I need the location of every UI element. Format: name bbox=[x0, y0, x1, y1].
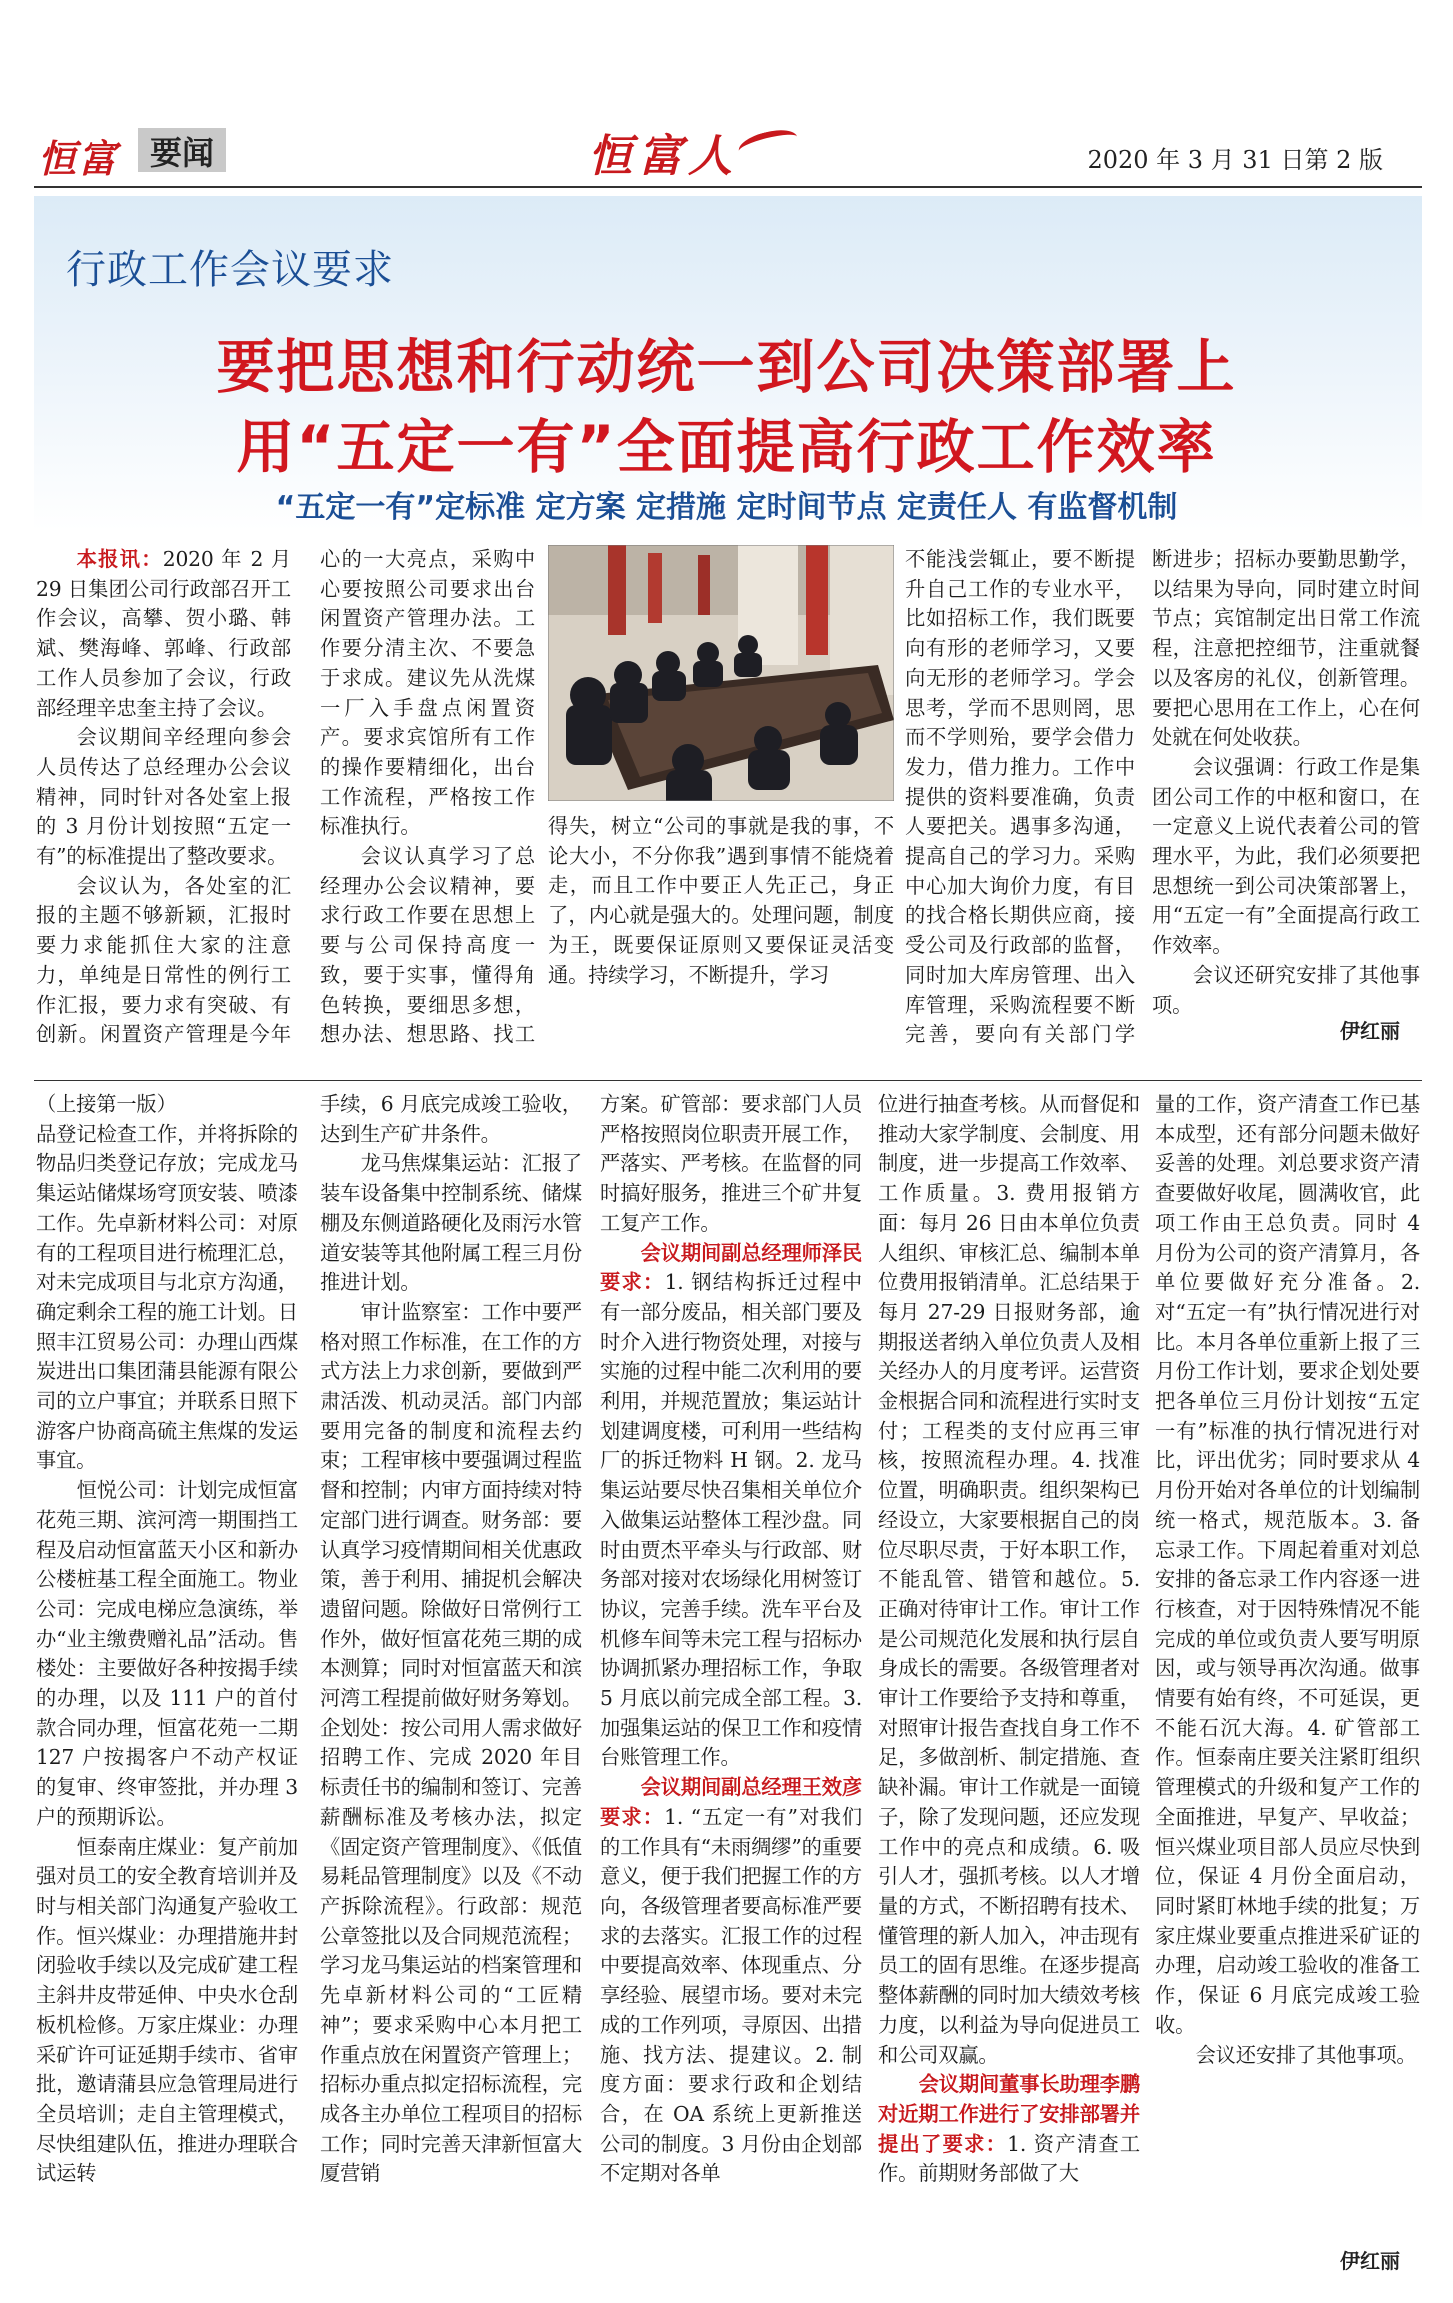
article1-c5-p2: 会议强调：行政工作是集团公司工作的中枢和窗口，在一定意义上说代表着公司的管理水平，为此，我们必须要把思想统一到公司决策部署上，用“五定一有”全面提高行政工作效率。 bbox=[1152, 754, 1420, 958]
article1-column-5 bbox=[1152, 545, 1420, 1015]
article1-c1-p2: 会议期间辛经理向参会人员传达了总经理办公会议精神，同时针对各处室上报的 3 月份计划按照“五定一有”的标准提出了整改要求。 bbox=[36, 725, 291, 869]
article1-dateline: 本报讯： bbox=[76, 547, 163, 571]
article2-c3-p2 bbox=[600, 1239, 862, 1774]
article1-c5-p3: 会议还研究安排了其他事项。 bbox=[1152, 962, 1420, 1015]
masthead-rule bbox=[34, 186, 1422, 188]
article2-c2-p2: 龙马焦煤集运站：汇报了装车设备集中控制系统、储煤棚及东侧道路硬化及雨污水管道安装等其他附属工程三月份推进计划。 bbox=[320, 1151, 582, 1295]
article1-subheadline: “五定一有”定标准 定方案 定措施 定时间节点 定责任人 有监督机制 bbox=[275, 490, 1178, 525]
article1-c1-p1 bbox=[36, 545, 291, 723]
section-divider bbox=[34, 1080, 1422, 1081]
article1-c1-p3: 会议认为，各处室的汇报的主题不够新颖，汇报时要力求能抓住大家的注意力，单纯是日常性的例行工作汇报，要力求有突破、有创新。闲置资产管理是今年 bbox=[36, 873, 291, 1047]
article2-c3-p3 bbox=[600, 1773, 862, 2189]
article1-c5-p1: 断进步；招标办要勤思勤学，以结果为导向，同时建立时间节点；宾馆制定出日常工作流程，注意把控细节，注重就餐以及客房的礼仪，创新管理。要把心思用在工作上，心在何处就在何处收获。 bbox=[1152, 547, 1420, 750]
article2-c5-p1: 量的工作，资产清查工作已基本成型，还有部分问题未做好妥善的处理。刘总要求资产清查要做好收尾，圆满收官，此项工作由王总负责。同时 4 月份为公司的资产清算月，各单位要做好充分准备。2. 对“五定一有”执行情况进行对比。本月各单位重新上报了三月份工作计划，要求企划处要把各单位三月份计划按“五定一有”标准的执行情况进行对比，评出优劣；同时要求从 4 月份开始对各单位的计划编制统一格式，规范版本。3. 备忘录工作。下周起着重对刘总安排的备忘录工作内容逐一进行核查，对于因特殊情况不能完成的单位或负责人要写明原因，或与领导再次沟通。做事情要有始有终，不可延误，更不能石沉大海。4. 矿管部工作。恒泰南庄要关注紧盯组织管理模式的升级和复产工作的全面推进，早复产、早收益；恒兴煤业项目部人员应尽快到位，保证 4 月份全面启动，同时紧盯林地手续的批复；万家庄煤业要重点推进采矿证的办理，启动竣工验收的准备工作，保证 6 月底完成竣工验收。 bbox=[1155, 1092, 1420, 2037]
article1-headline-line2: 用“五定一有”全面提高行政工作效率 bbox=[236, 413, 1217, 481]
article1-column-3 bbox=[548, 812, 894, 1047]
article2-author: 伊红丽 bbox=[1340, 2249, 1400, 2273]
article2-c4-p2 bbox=[878, 2070, 1140, 2189]
article2-c2-p3: 审计监察室：工作中要严格对照工作标准，在工作的方式方法上力求创新，要做到严肃活泼、机动灵活。部门内部要用完备的制度和流程去约束；工程审核中要强调过程监督和控制；内审方面持续对特定部门进行调查。财务部：要认真学习疫情期间相关优惠政策，善于利用、捕捉机会解决遗留问题。除做好日常例行工作外，做好恒富花苑三期的成本测算；同时对恒富蓝天和滨河湾工程提前做好财务筹划。企划处：按公司用人需求做好招聘工作、完成 2020 年目标责任书的编制和签订、完善薪酬标准及考核办法，拟定《固定资产管理制度》、《低值易耗品管理制度》以及《不动产拆除流程》。行政部：规范公章签批以及合同规范流程；学习龙马集运站的档案管理和先卓新材料公司的“工匠精神”；要求采购中心本月把工作重点放在闲置资产管理上；招标办重点拟定招标流程，完成各主办单位工程项目的招标工作；同时完善天津新恒富大厦营销 bbox=[320, 1299, 582, 2186]
masthead-logo bbox=[588, 120, 738, 184]
article2-column-1 bbox=[36, 1090, 298, 2275]
article2-c3-p1: 方案。矿管部：要求部门人员严格按照岗位职责开展工作，严落实、严考核。在监督的同时搞好服务，推进三个矿井复工复产工作。 bbox=[600, 1092, 862, 1235]
meeting-photo-image bbox=[548, 545, 894, 801]
masthead-logo-small: 恒富 bbox=[38, 136, 119, 181]
article2-c3-subhead-1: 会议期间副总经理师泽民要求： bbox=[600, 1240, 862, 1295]
article1-c2-p1: 心的一大亮点，采购中心要按照公司要求出台闲置资产管理办法。工作要分清主次、不要急于求成。建议先从洗煤一厂入手盘点闲置资产。要求宾馆所有工作的操作要精细化，出台工作流程，严格按工作标准执行。 bbox=[320, 547, 535, 839]
article2-continued-label: （上接第一版） bbox=[36, 1092, 177, 1116]
article1-kicker: 行政工作会议要求 bbox=[66, 247, 394, 293]
issue-date: 2020 年 3 月 31 日第 2 版 bbox=[1087, 146, 1383, 174]
article2-column-2 bbox=[320, 1090, 582, 2275]
article2-c1-p2: 恒悦公司：计划完成恒富花苑三期、滨河湾一期围挡工程及启动恒富蓝天小区和新办公楼桩基工程全面施工。物业公司：完成电梯应急演练，举办“业主缴费赠礼品”活动。售楼处：主要做好各种按揭手续的办理，以及 111 户的首付款合同办理，恒富花苑一二期 127 户按揭客户不动产权证的复审、终审签批，并办理 3 户的预期诉讼。 bbox=[36, 1478, 298, 1829]
article2-column-3 bbox=[600, 1090, 862, 2275]
article2-c3-p2-text: 1. 钢结构拆迁过程中有一部分废品，相关部门要及时介入进行物资处理，对接与实施的过程中能二次利用的要利用，并规范置放；集运站计划建调度楼，可利用一些结构厂的拆迁物料 H 钢。2. 龙马集运站要尽快召集相关单位介入做集运站整体工程沙盘。同时由贾杰平牵头与行政部、财务部对接对农场绿化用树签订协议，完善手续。洗车平台及机修车间等未完工程与招标办协调抓紧办理招标工作，争取 5 月底以前完成全部工程。3. 加强集运站的保卫工作和疫情台账管理工作。 bbox=[600, 1270, 862, 1770]
article1-c4-p1: 不能浅尝辄止，要不断提升自己工作的专业水平，比如招标工作，我们既要向有形的老师学习，又要向无形的老师学习。学会思考，学而不思则罔，思而不学则殆，要学会借力发力，借力推力。工作中提供的资料要准确，负责人要把关。遇事多沟通，提高自己的学习力。采购中心加大询价力度，有目的找合格长期供应商，接受公司及行政部的监督，同时加大库房管理、出入库管理，采购流程要不断完善，要向有关部门学 bbox=[905, 547, 1135, 1047]
article2-c1-p3: 恒泰南庄煤业：复产前加强对员工的安全教育培训并及时与相关部门沟通复产验收工作。恒兴煤业：办理措施井封闭验收手续以及完成矿建工程主斜井皮带延伸、中央水仓刮板机检修。万家庄煤业：办理采矿许可证延期手续市、省审批，邀请蒲县应急管理局进行全员培训；走自主管理模式，尽快组建队伍，推进办理联合试运转 bbox=[36, 1834, 298, 2186]
article1-author: 伊红丽 bbox=[1340, 1019, 1400, 1043]
article1-c1-p1-text: 2020 年 2 月 29 日集团公司行政部召开工作会议，高攀、贺小璐、韩斌、樊海峰、郭峰、行政部工作人员参加了会议，行政部经理辛忠奎主持了会议。 bbox=[36, 547, 291, 720]
article2-c4-p1: 位进行抽查考核。从而督促和推动大家学制度、会制度、用制度，进一步提高工作效率、工作质量。3. 费用报销方面：每月 26 日由本单位负责人组织、审核汇总、编制本单位费用报销清单。汇总结果于每月 27-29 日报财务部，逾期报送者纳入单位负责人及相关经办人的月度考评。运营资金根据合同和流程进行实时支付；工程类的支付应再三审核，按照流程办理。4. 找准位置，明确职责。组织架构已经设立，大家要根据自己的岗位尽职尽责，于好本职工作，不能乱管、错管和越位。5. 正确对待审计工作。审计工作是公司规范化发展和执行层自身成长的需要。各级管理者对审计工作要给予支持和尊重，对照审计报告查找自身工作不足，多做剖析、制定措施、查缺补漏。审计工作就是一面镜子，除了发现问题，还应发现工作中的亮点和成绩。6. 吸引人才，强抓考核。以人才增量的方式，不断招聘有技术、懂管理的新人加入，冲击现有员工的固有思维。在逐步提高整体薪酬的同时加大绩效考核力度，以利益为导向促进员工和公司双赢。 bbox=[878, 1092, 1140, 2067]
meeting-photo bbox=[548, 545, 894, 801]
article2-c5-p2: 会议还安排了其他事项。 bbox=[1195, 2042, 1417, 2067]
article1-column-1 bbox=[36, 545, 291, 1047]
masthead bbox=[0, 0, 1453, 195]
article2-column-4 bbox=[878, 1090, 1140, 2275]
article1-c2-p2: 会议认真学习了总经理办公会议精神，要求行政工作要在思想上要与公司保持高度一致，要于实事，懂得角色转换，要细思多想，想办法、想思路、找工 bbox=[320, 844, 535, 1047]
article2-c1-p1: 品登记检查工作，并将拆除的物品归类登记存放；完成龙马集运站储煤场穹顶安装、喷漆工作。先卓新材料公司：对原有的工程项目进行梳理汇总，对未完成项目与北京方沟通，确定剩余工程的施工计划。日照丰江贸易公司：办理山西煤炭进出口集团蒲县能源有限公司的立户事宜；并联系日照下游客户协商高硫主焦煤的发运事宜。 bbox=[36, 1121, 298, 1473]
article2-c2-p1: 手续，6 月底完成竣工验收，达到生产矿井条件。 bbox=[320, 1092, 582, 1146]
article2-c4-p2-text: 1. 资产清查工作。前期财务部做了大 bbox=[878, 2131, 1140, 2186]
article2-c3-p3-text: 1. “五定一有”对我们的工作具有“未雨绸缪”的重要意义，便于我们把握工作的方向，各级管理者要高标准严要求的去落实。汇报工作的过程中要提高效率、体现重点、分享经验、展望市场。要对未完成的工作列项，寻原因、出措施、找方法、提建议。2. 制度方面：要求行政和企划结合，在 OA 系统上更新推送公司的制度。3 月份由企划部不定期对各单 bbox=[600, 1804, 862, 2186]
logo-swash-icon bbox=[736, 125, 800, 163]
article2-c4-subhead-1: 会议期间董事长助理李鹏对近期工作进行了安排部署并提出了要求： bbox=[878, 2072, 1140, 2156]
article1-headline-line1: 要把思想和行动统一到公司决策部署上 bbox=[216, 333, 1237, 401]
article2-c3-subhead-2: 会议期间副总经理王效彦要求： bbox=[600, 1775, 862, 1829]
section-label: 要闻 bbox=[138, 128, 226, 172]
article1-c3-p1: 得失，树立“公司的事就是我的事，不论大小，不分你我”遇到事情不能烧着走，而且工作中要正人先正己，身正了，内心就是强大的。处理问题，制度为王，既要保证原则又要保证灵活变通。持续学习，不断提升，学习 bbox=[548, 814, 894, 987]
article1-column-2 bbox=[320, 545, 535, 1047]
masthead-logo-text: 恒富人 bbox=[588, 131, 738, 182]
article2-column-5 bbox=[1155, 1090, 1420, 2240]
article1-column-4 bbox=[905, 545, 1135, 1047]
